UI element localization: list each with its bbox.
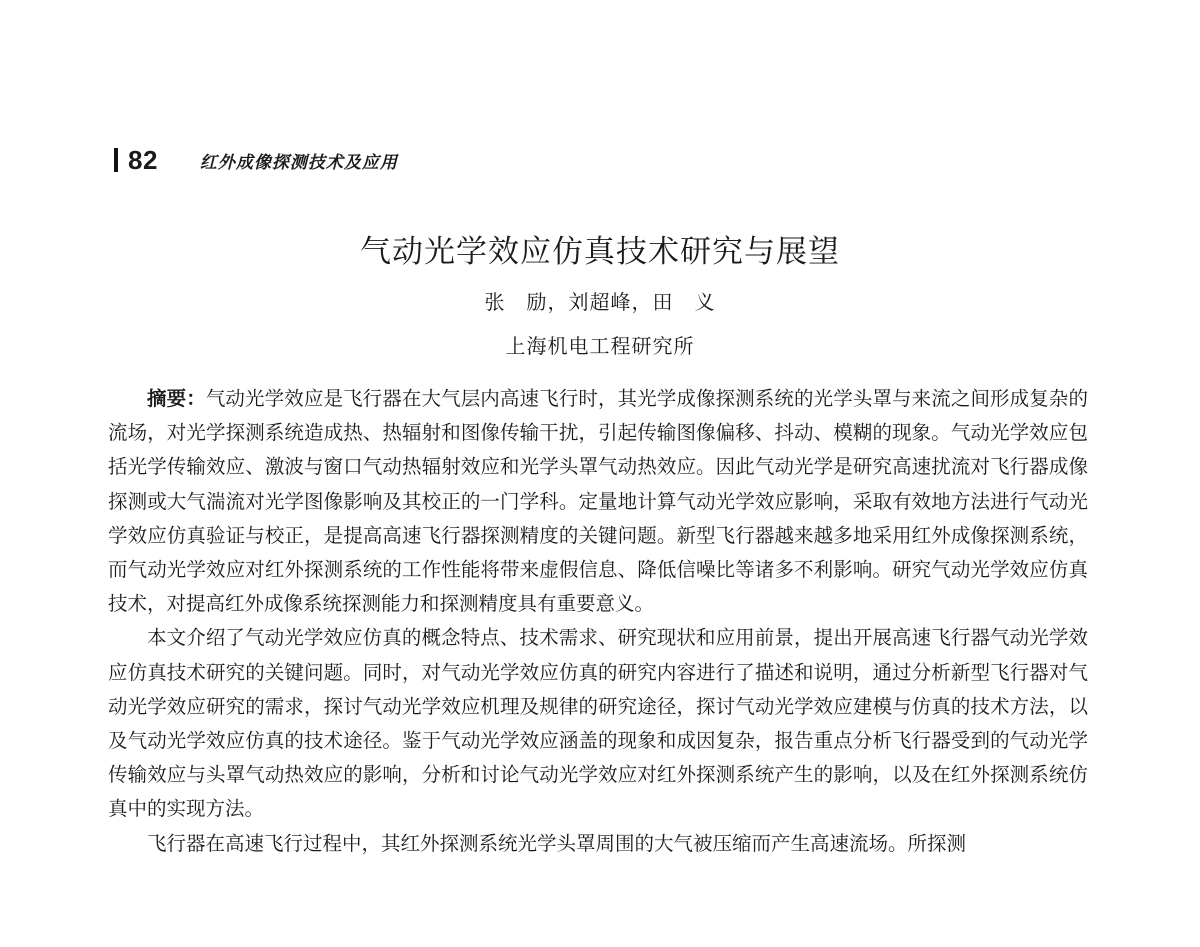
book-title: 红外成像探测技术及应用: [199, 152, 398, 173]
page-number: 82: [128, 144, 158, 175]
abstract-paragraph: [108, 382, 1088, 621]
body-paragraph-3: 飞行器在高速飞行过程中，其红外探测系统光学头罩周围的大气被压缩而产生高速流场。所探测: [147, 831, 967, 855]
body-paragraph-2: 本文介绍了气动光学效应仿真的概念特点、技术需求、研究现状和应用前景，提出开展高速飞行器气动光学效应仿真技术研究的关键问题。同时，对气动光学效应仿真的研究内容进行了描述和说明，通过分析新型飞行器对气动光学效应研究的需求，探讨气动光学效应机理及规律的研究途径，探讨气动光学效应建模与仿真的技术方法，以及气动光学效应仿真的技术途径。鉴于气动光学效应涵盖的现象和成因复杂，报告重点分析飞行器受到的气动光学传输效应与头罩气动热效应的影响，分析和讨论气动光学效应对红外探测系统产生的影响，以及在红外探测系统仿真中的实现方法。: [108, 626, 1088, 821]
abstract-text: 气动光学效应是飞行器在大气层内高速飞行时，其光学成像探测系统的光学头罩与来流之间形成复杂的流场，对光学探测系统造成热、热辐射和图像传输干扰，引起传输图像偏移、抖动、模糊的现象。气动光学效应包括光学传输效应、激波与窗口气动热辐射效应和光学头罩气动热效应。因此气动光学是研究高速扰流对飞行器成像探测或大气湍流对光学图像影响及其校正的一门学科。定量地计算气动光学效应影响，采取有效地方法进行气动光学效应仿真验证与校正，是提高高速飞行器探测精度的关键问题。新型飞行器越来越多地采用红外成像探测系统，而气动光学效应对红外探测系统的工作性能将带来虚假信息、降低信噪比等诸多不利影响。研究气动光学效应仿真技术，对提高红外成像系统探测能力和探测精度具有重要意义。: [108, 387, 1088, 616]
paper-body: [108, 382, 1088, 861]
running-head-bar: [114, 148, 118, 172]
running-head: [114, 144, 398, 176]
paper-title: 气动光学效应仿真技术研究与展望: [360, 234, 840, 270]
abstract-label: 摘要：: [147, 387, 206, 410]
paper-authors: 张 励，刘超峰，田 义: [484, 290, 716, 314]
paper-affiliation: 上海机电工程研究所: [505, 334, 695, 358]
